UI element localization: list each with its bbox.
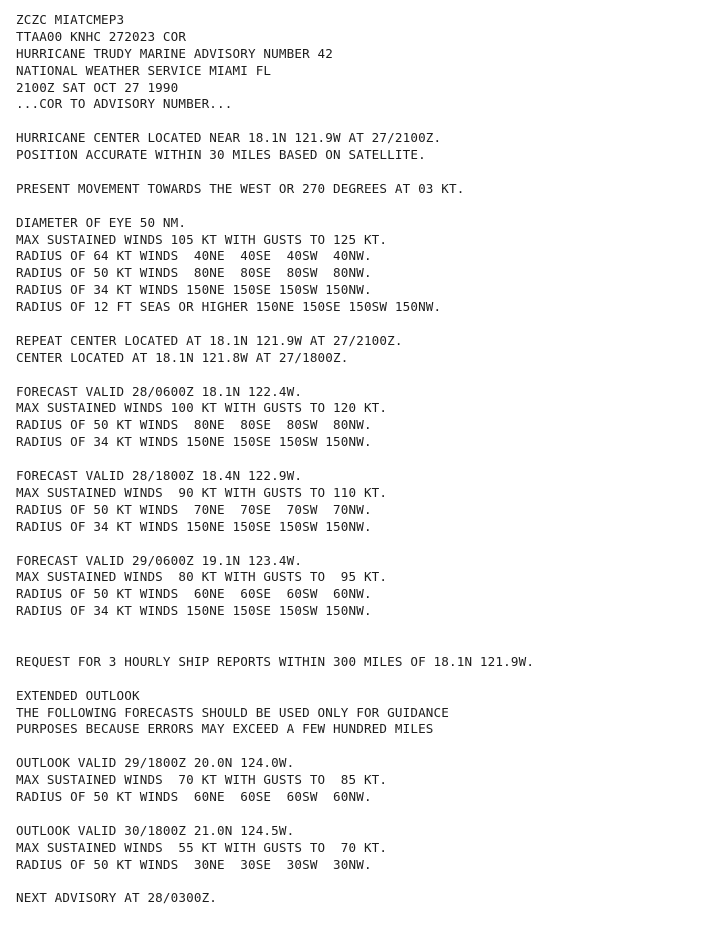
position-line: HURRICANE CENTER LOCATED NEAR 18.1N 121.9W AT 27/2100Z. [16, 130, 442, 146]
current-line: RADIUS OF 64 KT WINDS 40NE 40SE 40SW 40NW. [16, 248, 372, 264]
header-line: 2100Z SAT OCT 27 1990 [16, 79, 179, 95]
position-line: POSITION ACCURATE WITHIN 30 MILES BASED ON SATELLITE. [16, 147, 426, 163]
current-conditions-section [16, 215, 700, 316]
outlook-section-2 [16, 823, 700, 874]
header-line: TTAA00 KNHC 272023 COR [16, 28, 187, 44]
movement-line: PRESENT MOVEMENT TOWARDS THE WEST OR 270 DEGREES AT 03 KT. [16, 180, 465, 196]
forecast-line: RADIUS OF 34 KT WINDS 150NE 150SE 150SW 150NW. [16, 434, 372, 450]
next-advisory-line: NEXT ADVISORY AT 28/0300Z. [16, 890, 218, 906]
marine-advisory-document [16, 12, 700, 907]
forecast-line: MAX SUSTAINED WINDS 80 KT WITH GUSTS TO 95 KT. [16, 569, 388, 585]
forecast-line: RADIUS OF 50 KT WINDS 80NE 80SE 80SW 80NW. [16, 417, 372, 433]
forecast-section-2 [16, 468, 700, 536]
current-line: RADIUS OF 12 FT SEAS OR HIGHER 150NE 150SE 150SW 150NW. [16, 299, 442, 315]
forecast-line: MAX SUSTAINED WINDS 100 KT WITH GUSTS TO 120 KT. [16, 400, 388, 416]
header-line: NATIONAL WEATHER SERVICE MIAMI FL [16, 62, 272, 78]
forecast-line: FORECAST VALID 29/0600Z 19.1N 123.4W. [16, 552, 303, 568]
forecast-line: FORECAST VALID 28/0600Z 18.1N 122.4W. [16, 383, 303, 399]
forecast-line: RADIUS OF 34 KT WINDS 150NE 150SE 150SW 150NW. [16, 518, 372, 534]
ship-report-request-section [16, 654, 700, 671]
outlook-line: OUTLOOK VALID 30/1800Z 21.0N 124.5W. [16, 822, 295, 838]
current-line: MAX SUSTAINED WINDS 105 KT WITH GUSTS TO 125 KT. [16, 231, 388, 247]
header-line: HURRICANE TRUDY MARINE ADVISORY NUMBER 42 [16, 45, 334, 61]
forecast-line: FORECAST VALID 28/1800Z 18.4N 122.9W. [16, 468, 303, 484]
header-line: ...COR TO ADVISORY NUMBER... [16, 96, 233, 112]
outlook-line: OUTLOOK VALID 29/1800Z 20.0N 124.0W. [16, 755, 295, 771]
forecast-line: MAX SUSTAINED WINDS 90 KT WITH GUSTS TO 110 KT. [16, 484, 388, 500]
extended-line: THE FOLLOWING FORECASTS SHOULD BE USED ONLY FOR GUIDANCE [16, 704, 449, 720]
outlook-line: RADIUS OF 50 KT WINDS 30NE 30SE 30SW 30NW. [16, 856, 372, 872]
outlook-line: MAX SUSTAINED WINDS 70 KT WITH GUSTS TO 85 KT. [16, 772, 388, 788]
forecast-line: RADIUS OF 50 KT WINDS 60NE 60SE 60SW 60NW. [16, 586, 372, 602]
forecast-section-3 [16, 553, 700, 621]
request-line: REQUEST FOR 3 HOURLY SHIP REPORTS WITHIN 300 MILES OF 18.1N 121.9W. [16, 653, 535, 669]
extended-outlook-section [16, 688, 700, 739]
current-line: RADIUS OF 34 KT WINDS 150NE 150SE 150SW 150NW. [16, 282, 372, 298]
movement-section [16, 181, 700, 198]
header-line: ZCZC MIATCMEP3 [16, 12, 125, 27]
extended-line: EXTENDED OUTLOOK [16, 687, 140, 703]
current-line: DIAMETER OF EYE 50 NM. [16, 214, 187, 230]
repeat-line: REPEAT CENTER LOCATED AT 18.1N 121.9W AT 27/2100Z. [16, 332, 403, 348]
current-line: RADIUS OF 50 KT WINDS 80NE 80SE 80SW 80NW. [16, 265, 372, 281]
extended-line: PURPOSES BECAUSE ERRORS MAY EXCEED A FEW HUNDRED MILES [16, 721, 434, 737]
forecast-section-1 [16, 384, 700, 452]
repeat-line: CENTER LOCATED AT 18.1N 121.8W AT 27/1800Z. [16, 349, 349, 365]
outlook-line: MAX SUSTAINED WINDS 55 KT WITH GUSTS TO 70 KT. [16, 839, 388, 855]
forecast-line: RADIUS OF 50 KT WINDS 70NE 70SE 70SW 70NW. [16, 501, 372, 517]
outlook-section-1 [16, 755, 700, 806]
repeat-center-section [16, 333, 700, 367]
next-advisory-section [16, 890, 700, 907]
outlook-line: RADIUS OF 50 KT WINDS 60NE 60SE 60SW 60NW. [16, 788, 372, 804]
center-position-section [16, 130, 700, 164]
forecast-line: RADIUS OF 34 KT WINDS 150NE 150SE 150SW 150NW. [16, 603, 372, 619]
advisory-header [16, 12, 700, 113]
